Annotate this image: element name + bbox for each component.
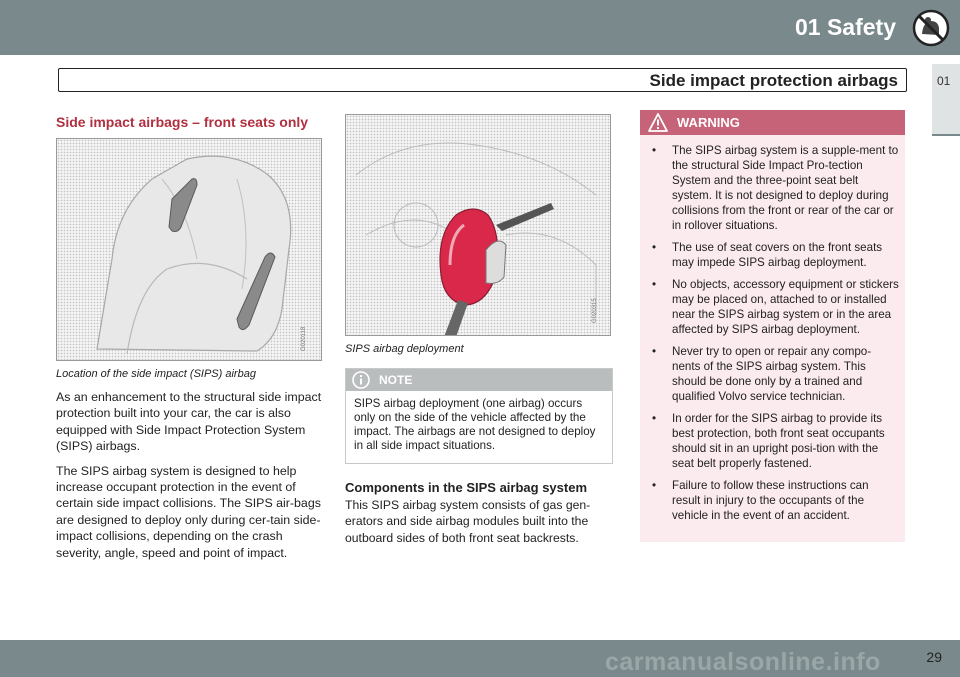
warning-box bbox=[640, 110, 905, 542]
note-header bbox=[346, 369, 612, 391]
list-item-text: In order for the SIPS airbag to provide its best protection, both front seat occupants should sit in an upright posi-tion with the seat belt properly fastened. bbox=[672, 412, 885, 470]
section-title: Side impact protection airbags bbox=[649, 71, 898, 90]
side-tab-label: 01 bbox=[937, 74, 951, 88]
paragraph: As an enhancement to the structural side impact protection built into your car, the car is also equipped with Side Impact Protection System (SIPS) airbags. bbox=[56, 390, 322, 454]
list-item-text: Failure to follow these instructions can result in injury to the occupants of the vehicle in the event of an accident. bbox=[672, 479, 869, 522]
list-item bbox=[648, 277, 899, 337]
figure-code: G020315 bbox=[592, 298, 598, 323]
warning-header bbox=[640, 110, 905, 135]
warning-triangle-icon bbox=[648, 113, 668, 132]
column-middle bbox=[345, 110, 613, 546]
figure-caption: Location of the side impact (SIPS) airbag bbox=[56, 368, 256, 380]
warning-label: WARNING bbox=[677, 115, 740, 130]
chapter-side-tab[interactable] bbox=[932, 64, 960, 136]
warning-list bbox=[640, 135, 905, 542]
bullet: • bbox=[652, 144, 657, 157]
figure-caption: SIPS airbag deployment bbox=[345, 343, 464, 355]
bullet: • bbox=[652, 412, 657, 425]
watermark: carmanualsonline.info bbox=[605, 648, 881, 676]
components-heading: Components in the SIPS airbag system bbox=[345, 480, 587, 495]
section-title-bar bbox=[58, 68, 907, 92]
list-item-text: No objects, accessory equipment or stickers may be placed on, attached to or installed near the SIPS airbag system or in the area affected by SIPS airbag deployment. bbox=[672, 278, 899, 336]
seat-airbag-location-illustration bbox=[56, 138, 322, 361]
bullet: • bbox=[652, 241, 657, 254]
deployment-illustration bbox=[346, 115, 611, 336]
list-item-text: The use of seat covers on the front seats may impede SIPS airbag deployment. bbox=[672, 241, 883, 269]
chapter-title: 01 Safety bbox=[794, 14, 896, 40]
column-left bbox=[56, 110, 322, 561]
list-item bbox=[648, 143, 899, 233]
list-item-text: The SIPS airbag system is a supple-ment to the structural Side Impact Pro-tection System and the three-point seat belt system. It is not designed to deploy during collisions from the front or rear of the car or in rollover situations. bbox=[672, 144, 899, 232]
note-label: NOTE bbox=[379, 373, 413, 387]
list-item bbox=[648, 240, 899, 270]
paragraph: The SIPS airbag system is designed to help increase occupant protection in the event of certain side impact collisions. The SIPS air-bags are designed to deploy only during cer-tain side-impact collisions, depending on the crash severity, angle, speed and point of impact. bbox=[56, 463, 321, 560]
no-child-seat-icon bbox=[911, 8, 951, 48]
bullet: • bbox=[652, 278, 657, 291]
paragraph: This SIPS airbag system consists of gas gen-erators and side airbag modules built into the outboard sides of both front seat backrests. bbox=[345, 498, 591, 545]
list-item bbox=[648, 411, 899, 471]
column-right bbox=[640, 110, 905, 542]
page-number: 29 bbox=[926, 649, 942, 665]
airbag-deployment-illustration bbox=[345, 114, 611, 336]
side-airbags-heading: Side impact airbags – front seats only bbox=[56, 114, 309, 130]
note-box bbox=[345, 368, 613, 464]
bullet: • bbox=[652, 479, 657, 492]
note-text: SIPS airbag deployment (one airbag) occurs only on the side of the vehicle affected by the impact. The airbags are not designed to deploy in all side impact situations. bbox=[354, 397, 596, 452]
list-item bbox=[648, 344, 899, 404]
list-item bbox=[648, 478, 899, 523]
bullet: • bbox=[652, 345, 657, 358]
figure-code: G020118 bbox=[301, 326, 307, 351]
info-icon bbox=[352, 371, 370, 389]
seat-illustration bbox=[57, 139, 322, 361]
list-item-text: Never try to open or repair any compo-nents of the SIPS airbag system. This should be done only by a trained and qualified Volvo service technician. bbox=[672, 345, 872, 403]
